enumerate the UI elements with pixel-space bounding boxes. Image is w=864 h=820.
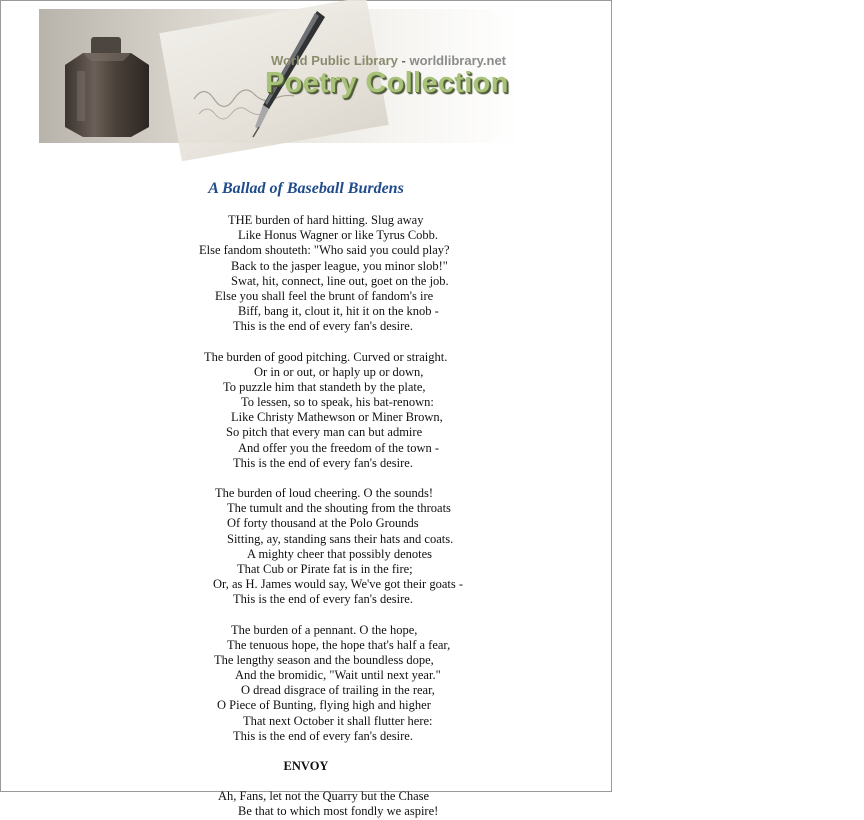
poem-line: Else you shall feel the brunt of fandom's ire	[215, 288, 434, 303]
poem-line: Else fandom shouteth: "Who said you could play?	[199, 243, 450, 258]
poem-line: Or in or out, or haply up or down,	[254, 364, 424, 379]
library-name: World Public Library	[271, 53, 398, 68]
poem-line: The tenuous hope, the hope that's half a fear,	[227, 637, 451, 652]
poem-line: Ah, Fans, let not the Quarry but the Chase	[218, 789, 430, 804]
poem-line: To puzzle him that standeth by the plate,	[223, 379, 426, 394]
poem-line: So pitch that every man can but admire	[226, 425, 423, 440]
poem-line: The tumult and the shouting from the throats	[227, 501, 451, 516]
poem-line: O Piece of Bunting, flying high and higher	[217, 698, 431, 713]
poem-line: Or, as H. James would say, We've got their goats -	[213, 577, 463, 592]
poem-line: This is the end of every fan's desire.	[233, 592, 413, 607]
poem-line: Be that to which most fondly we aspire!	[238, 804, 439, 819]
poem-line: Swat, hit, connect, line out, goet on the job.	[231, 273, 449, 288]
envoy-heading: ENVOY	[283, 759, 329, 773]
header-banner	[39, 9, 521, 143]
poem-line: And offer you the freedom of the town -	[238, 440, 440, 455]
brand-separator: -	[397, 53, 410, 68]
collection-title: Poetry Collection	[265, 67, 509, 99]
poem-line: THE burden of hard hitting. Slug away	[228, 213, 424, 227]
library-brand-line	[271, 53, 506, 68]
poem-line: That next October it shall flutter here:	[243, 713, 433, 728]
poem-line: This is the end of every fan's desire.	[233, 728, 413, 743]
poem-line: Back to the jasper league, you minor slob!"	[231, 258, 448, 273]
poem-line: O dread disgrace of trailing in the rear,	[241, 683, 435, 698]
poem-line: Of forty thousand at the Polo Grounds	[227, 516, 419, 531]
poem-title: A Ballad of Baseball Burdens	[208, 180, 404, 197]
poem-line: The lengthy season and the boundless dope,	[214, 652, 434, 667]
poem-line: The burden of loud cheering. O the sounds!	[215, 486, 433, 500]
library-url: worldlibrary.net	[409, 53, 507, 68]
poem-line: This is the end of every fan's desire.	[233, 455, 413, 470]
poem-line: And the bromidic, "Wait until next year."	[235, 668, 441, 683]
poem-line: That Cub or Pirate fat is in the fire;	[237, 561, 413, 576]
ink-bottle-icon	[53, 31, 163, 141]
poem-line: Like Christy Mathewson or Miner Brown,	[231, 410, 443, 425]
poem-line: A mighty cheer that possibly denotes	[247, 546, 433, 561]
poem-line: To lessen, so to speak, his bat-renown:	[241, 395, 434, 410]
poem-line: This is the end of every fan's desire.	[233, 319, 413, 334]
poem-line: Biff, bang it, clout it, hit it on the knob -	[238, 304, 439, 319]
poem-line: Like Honus Wagner or like Tyrus Cobb.	[238, 228, 439, 243]
poem-line: Sitting, ay, standing sans their hats and coats.	[227, 531, 454, 546]
poem-body	[1, 213, 611, 820]
poem-line: The burden of a pennant. O the hope,	[231, 622, 418, 637]
poem-line: The burden of good pitching. Curved or straight.	[204, 349, 448, 364]
